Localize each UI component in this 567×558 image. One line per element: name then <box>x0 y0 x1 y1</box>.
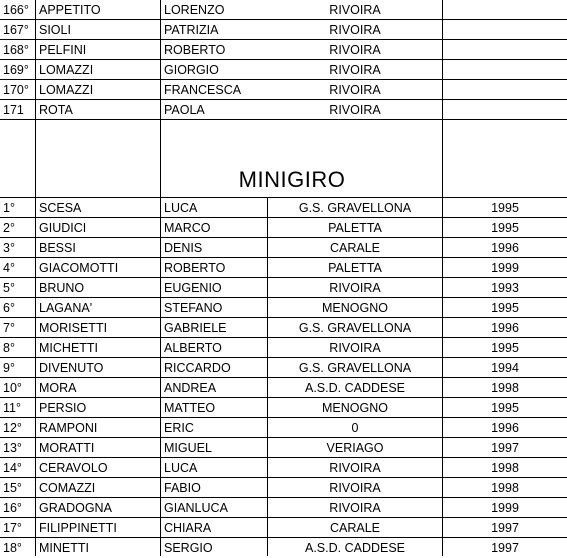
first-name-cell: RICCARDO <box>164 361 231 375</box>
birth-year-cell: 1995 <box>491 201 519 215</box>
first-name-cell: DENIS <box>164 241 203 255</box>
position-cell: 11° <box>3 401 21 415</box>
club-cell: G.S. GRAVELLONA <box>298 361 412 375</box>
club-cell: G.S. GRAVELLONA <box>298 321 412 335</box>
table-row <box>0 518 567 538</box>
club-cell: RIVOIRA <box>329 3 381 17</box>
club-cell: A.S.D. CADDESE <box>304 541 406 555</box>
first-name-cell: EUGENIO <box>164 281 222 295</box>
birth-year-cell: 1998 <box>491 481 519 495</box>
first-name-cell: FRANCESCA <box>164 83 242 97</box>
surname-cell: SIOLI <box>39 23 71 37</box>
surname-cell: BRUNO <box>39 281 85 295</box>
first-name-cell: LUCA <box>164 461 198 475</box>
birth-year-cell: 1993 <box>491 281 519 295</box>
position-cell: 167° <box>3 23 29 37</box>
table-row <box>0 0 567 20</box>
first-name-cell: LUCA <box>164 201 198 215</box>
birth-year-cell: 1995 <box>491 341 519 355</box>
birth-year-cell: 1997 <box>491 541 519 555</box>
surname-cell: SCESA <box>39 201 82 215</box>
surname-cell: MORA <box>39 381 77 395</box>
position-cell: 166° <box>3 3 29 17</box>
surname-cell: GIACOMOTTI <box>39 261 119 275</box>
position-cell: 170° <box>3 83 29 97</box>
position-cell: 13° <box>3 441 22 455</box>
first-name-cell: GABRIELE <box>164 321 227 335</box>
table-row <box>0 60 567 80</box>
position-cell: 1° <box>3 201 15 215</box>
position-cell: 7° <box>3 321 15 335</box>
birth-year-cell: 1994 <box>491 361 519 375</box>
surname-cell: FILIPPINETTI <box>39 521 117 535</box>
position-cell: 9° <box>3 361 15 375</box>
first-name-cell: ROBERTO <box>164 261 226 275</box>
birth-year-cell: 1998 <box>491 461 519 475</box>
table-row <box>0 20 567 40</box>
table-row <box>0 398 567 418</box>
birth-year-cell: 1995 <box>491 301 519 315</box>
surname-cell: PERSIO <box>39 401 87 415</box>
surname-cell: LAGANA' <box>39 301 93 315</box>
position-cell: 171 <box>3 103 24 117</box>
first-name-cell: ROBERTO <box>164 43 226 57</box>
club-cell: VERIAGO <box>326 441 384 455</box>
table-row <box>0 80 567 100</box>
surname-cell: MORATTI <box>39 441 95 455</box>
club-cell: CARALE <box>329 241 381 255</box>
first-name-cell: PATRIZIA <box>164 23 219 37</box>
birth-year-cell: 1995 <box>491 401 519 415</box>
birth-year-cell: 1996 <box>491 241 519 255</box>
position-cell: 18° <box>3 541 22 555</box>
club-cell: RIVOIRA <box>329 481 381 495</box>
surname-cell: GIUDICI <box>39 221 87 235</box>
position-cell: 169° <box>3 63 29 77</box>
surname-cell: MINETTI <box>39 541 89 555</box>
first-name-cell: GIANLUCA <box>164 501 228 515</box>
surname-cell: BESSI <box>39 241 76 255</box>
position-cell: 5° <box>3 281 15 295</box>
position-cell: 14° <box>3 461 22 475</box>
first-name-cell: MATTEO <box>164 401 216 415</box>
club-cell: RIVOIRA <box>329 461 381 475</box>
club-cell: RIVOIRA <box>329 501 381 515</box>
club-cell: RIVOIRA <box>329 103 381 117</box>
table-row <box>0 238 567 258</box>
table-row <box>0 40 567 60</box>
position-cell: 8° <box>3 341 15 355</box>
club-cell: RIVOIRA <box>329 43 381 57</box>
birth-year-cell: 1997 <box>491 521 519 535</box>
first-name-cell: ALBERTO <box>164 341 222 355</box>
first-name-cell: SERGIO <box>164 541 213 555</box>
club-cell: RIVOIRA <box>329 83 381 97</box>
position-cell: 4° <box>3 261 15 275</box>
first-name-cell: MIGUEL <box>164 441 212 455</box>
surname-cell: LOMAZZI <box>39 83 94 97</box>
surname-cell: GRADOGNA <box>39 501 112 515</box>
surname-cell: PELFINI <box>39 43 87 57</box>
table-row <box>0 458 567 478</box>
position-cell: 15° <box>3 481 22 495</box>
table-row <box>0 198 567 218</box>
club-cell: A.S.D. CADDESE <box>304 381 406 395</box>
table-row <box>0 278 567 298</box>
surname-cell: LOMAZZI <box>39 63 94 77</box>
club-cell: RIVOIRA <box>329 63 381 77</box>
surname-cell: CERAVOLO <box>39 461 108 475</box>
table-row <box>0 418 567 438</box>
surname-cell: DIVENUTO <box>39 361 104 375</box>
first-name-cell: ANDREA <box>164 381 217 395</box>
birth-year-cell: 1997 <box>491 441 519 455</box>
table-row <box>0 298 567 318</box>
first-name-cell: CHIARA <box>164 521 212 535</box>
table-row <box>0 538 567 558</box>
first-name-cell: MARCO <box>164 221 211 235</box>
table-row <box>0 318 567 338</box>
club-cell: MENOGNO <box>322 301 388 315</box>
position-cell: 16° <box>3 501 22 515</box>
section-heading-row <box>0 120 567 198</box>
table-row <box>0 258 567 278</box>
club-cell: PALETTA <box>328 261 382 275</box>
table-row <box>0 100 567 120</box>
table-row <box>0 498 567 518</box>
surname-cell: ROTA <box>39 103 73 117</box>
club-cell: PALETTA <box>328 221 382 235</box>
first-name-cell: LORENZO <box>164 3 225 17</box>
club-cell: RIVOIRA <box>329 281 381 295</box>
position-cell: 10° <box>3 381 22 395</box>
table-row <box>0 218 567 238</box>
first-name-cell: GIORGIO <box>164 63 219 77</box>
table-row <box>0 478 567 498</box>
position-cell: 2° <box>3 221 15 235</box>
table-row <box>0 358 567 378</box>
club-cell: 0 <box>351 421 359 435</box>
table-row <box>0 338 567 358</box>
club-cell: CARALE <box>329 521 381 535</box>
section-title: MINIGIRO <box>238 167 346 192</box>
position-cell: 3° <box>3 241 15 255</box>
birth-year-cell: 1996 <box>491 321 519 335</box>
club-cell: RIVOIRA <box>329 341 381 355</box>
position-cell: 168° <box>3 43 29 57</box>
surname-cell: RAMPONI <box>39 421 98 435</box>
birth-year-cell: 1996 <box>491 421 519 435</box>
first-name-cell: ERIC <box>164 421 194 435</box>
surname-cell: APPETITO <box>39 3 101 17</box>
birth-year-cell: 1995 <box>491 221 519 235</box>
position-cell: 6° <box>3 301 15 315</box>
table-row <box>0 438 567 458</box>
first-name-cell: STEFANO <box>164 301 223 315</box>
first-name-cell: PAOLA <box>164 103 205 117</box>
surname-cell: COMAZZI <box>39 481 96 495</box>
birth-year-cell: 1998 <box>491 381 519 395</box>
club-cell: G.S. GRAVELLONA <box>298 201 412 215</box>
club-cell: MENOGNO <box>322 401 388 415</box>
position-cell: 17° <box>3 521 22 535</box>
birth-year-cell: 1999 <box>491 501 519 515</box>
table-row <box>0 378 567 398</box>
club-cell: RIVOIRA <box>329 23 381 37</box>
surname-cell: MORISETTI <box>39 321 108 335</box>
birth-year-cell: 1999 <box>491 261 519 275</box>
position-cell: 12° <box>3 421 22 435</box>
surname-cell: MICHETTI <box>39 341 99 355</box>
first-name-cell: FABIO <box>164 481 201 495</box>
